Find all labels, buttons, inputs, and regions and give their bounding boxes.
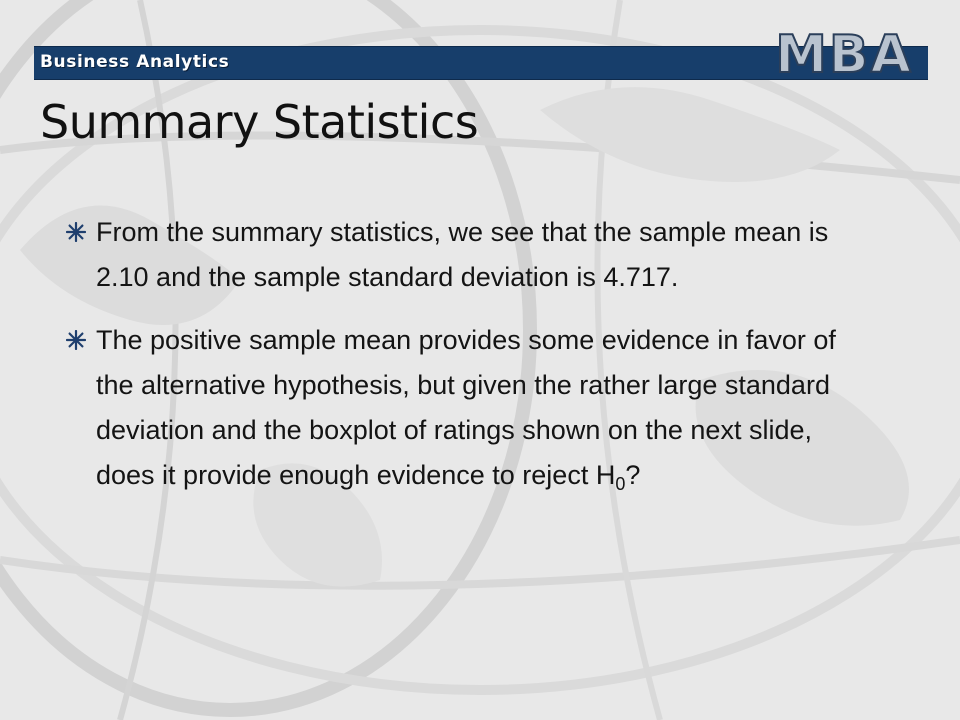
slide-title: Summary Statistics — [40, 95, 479, 149]
star-bullet-icon — [66, 222, 86, 242]
mba-logo — [763, 28, 925, 80]
subscript-zero: 0 — [615, 474, 626, 494]
svg-text:MBA: MBA — [775, 28, 913, 80]
bullet-list — [66, 210, 866, 525]
star-bullet-icon — [66, 330, 86, 350]
bullet-text: From the summary statistics, we see that the sample mean is 2.10 and the sample standard deviation is 4.717. — [96, 217, 829, 292]
course-label: Business Analytics — [40, 52, 230, 72]
bullet-item — [66, 318, 866, 507]
bullet-text: The positive sample mean provides some evidence in favor of the alternative hypothesis, but given the rather large standard deviation and the boxplot of ratings shown on the next slide, does it provide enough evidence to reject H — [96, 325, 836, 490]
bullet-text-end: ? — [625, 460, 641, 490]
bullet-item — [66, 210, 866, 300]
